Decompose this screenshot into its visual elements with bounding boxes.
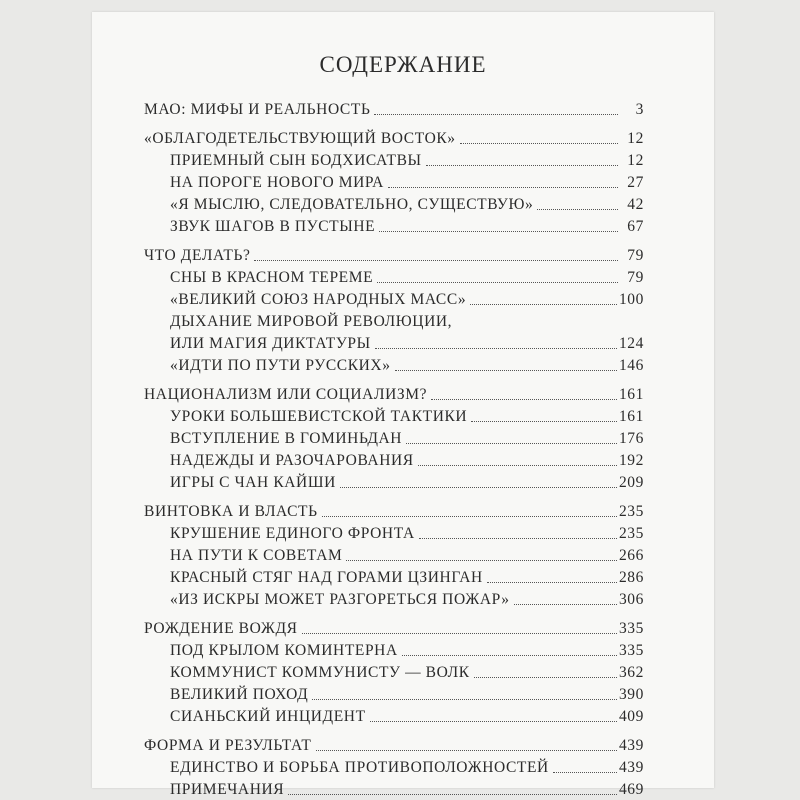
toc-entry-section	[144, 522, 644, 544]
toc-entry-section	[144, 405, 644, 427]
dot-leader	[470, 304, 617, 305]
toc-entry-page: 390	[618, 686, 644, 703]
toc-entry-label: УРОКИ БОЛЬШЕВИСТСКОЙ ТАКТИКИ	[170, 408, 468, 425]
toc-entry-section	[144, 354, 644, 376]
toc-entry-label: ВИНТОВКА И ВЛАСТЬ	[144, 503, 318, 520]
toc-entry-page: 27	[627, 174, 644, 191]
toc-entry-chapter	[144, 617, 644, 639]
toc-entry-label: МАО: МИФЫ И РЕАЛЬНОСТЬ	[144, 101, 371, 118]
toc-entry-label: ЗВУК ШАГОВ В ПУСТЫНЕ	[170, 218, 376, 235]
toc-entry-section	[144, 683, 644, 705]
toc-entry-chapter	[144, 127, 644, 149]
toc-entry-section	[144, 288, 644, 310]
toc-entry-label: ФОРМА И РЕЗУЛЬТАТ	[144, 737, 312, 754]
dot-leader	[487, 582, 617, 583]
toc-entry-chapter	[144, 98, 644, 120]
toc-entry-page: 161	[618, 386, 644, 403]
toc-entry-label: ИГРЫ С ЧАН КАЙШИ	[170, 474, 336, 491]
toc-entry-label: «ВЕЛИКИЙ СОЮЗ НАРОДНЫХ МАСС»	[170, 291, 467, 308]
toc-entry-page: 439	[618, 759, 644, 776]
toc-entry-label: «ИДТИ ПО ПУТИ РУССКИХ»	[170, 357, 391, 374]
toc-entry-page: 266	[618, 547, 644, 564]
toc-entry-page: 42	[627, 196, 644, 213]
toc-entry-page: 235	[618, 503, 644, 520]
toc-entry-section	[144, 332, 644, 354]
toc-entry-page: 362	[618, 664, 644, 681]
toc-entry-label: КОММУНИСТ КОММУНИСТУ — ВОЛК	[170, 664, 470, 681]
toc-entry-section	[144, 778, 644, 800]
toc-entry-chapter	[144, 734, 644, 756]
toc-entry-chapter	[144, 500, 644, 522]
toc-entry-page: 67	[627, 218, 644, 235]
dot-leader	[377, 282, 618, 283]
toc-entry-section	[144, 266, 644, 288]
toc-entry-label: НАДЕЖДЫ И РАЗОЧАРОВАНИЯ	[170, 452, 414, 469]
toc-entry-section	[144, 661, 644, 683]
dot-leader	[514, 604, 617, 605]
toc-entry-section	[144, 193, 644, 215]
toc-entry-label: ВСТУПЛЕНИЕ В ГОМИНЬДАН	[170, 430, 403, 447]
toc-entry-label: «ОБЛАГОДЕТЕЛЬСТВУЮЩИЙ ВОСТОК»	[144, 130, 456, 147]
toc-entry-page: 124	[618, 335, 644, 352]
toc-entry-page: 79	[627, 269, 644, 286]
toc-entry-label: ЧТО ДЕЛАТЬ?	[144, 247, 251, 264]
toc-entry-label: ИЛИ МАГИЯ ДИКТАТУРЫ	[170, 335, 371, 352]
dot-leader	[418, 465, 617, 466]
toc-entry-page: 176	[618, 430, 644, 447]
dot-leader	[312, 699, 617, 700]
table-of-contents	[144, 98, 644, 800]
toc-entry-label: ВЕЛИКИЙ ПОХОД	[170, 686, 309, 703]
toc-entry-page: 335	[618, 620, 644, 637]
toc-entry-label: НА ПУТИ К СОВЕТАМ	[170, 547, 343, 564]
dot-leader	[375, 348, 617, 349]
toc-entry-label: КРУШЕНИЕ ЕДИНОГО ФРОНТА	[170, 525, 415, 542]
dot-leader	[388, 187, 618, 188]
dot-leader	[254, 260, 618, 261]
dot-leader	[370, 721, 617, 722]
toc-entry-page: 79	[627, 247, 644, 264]
dot-leader	[431, 399, 617, 400]
dot-leader	[537, 209, 618, 210]
toc-entry-page: 306	[618, 591, 644, 608]
toc-entry-section	[144, 544, 644, 566]
dot-leader	[402, 655, 617, 656]
toc-entry-label: ПРИМЕЧАНИЯ	[170, 781, 285, 798]
dot-leader	[346, 560, 617, 561]
toc-entry-section	[144, 756, 644, 778]
toc-entry-section	[144, 471, 644, 493]
toc-entry-label: РОЖДЕНИЕ ВОЖДЯ	[144, 620, 298, 637]
dot-leader	[406, 443, 617, 444]
toc-entry-label: НА ПОРОГЕ НОВОГО МИРА	[170, 174, 384, 191]
dot-leader	[316, 750, 617, 751]
toc-entry-section	[144, 149, 644, 171]
toc-entry-page: 100	[618, 291, 644, 308]
dot-leader	[474, 677, 617, 678]
toc-entry-label: НАЦИОНАЛИЗМ ИЛИ СОЦИАЛИЗМ?	[144, 386, 428, 403]
dot-leader	[340, 487, 617, 488]
dot-leader	[374, 114, 618, 115]
toc-entry-page: 3	[635, 101, 644, 118]
dot-leader	[395, 370, 617, 371]
toc-entry-page: 409	[618, 708, 644, 725]
dot-leader	[288, 794, 617, 795]
dot-leader	[379, 231, 618, 232]
toc-entry-chapter	[144, 383, 644, 405]
toc-entry-section	[144, 215, 644, 237]
dot-leader	[322, 516, 617, 517]
toc-entry-page: 192	[618, 452, 644, 469]
toc-entry-label: ПРИЕМНЫЙ СЫН БОДХИСАТВЫ	[170, 152, 422, 169]
toc-entry-page: 335	[618, 642, 644, 659]
dot-leader	[302, 633, 617, 634]
toc-entry-section	[144, 427, 644, 449]
dot-leader	[471, 421, 617, 422]
toc-entry-page: 146	[618, 357, 644, 374]
dot-leader	[426, 165, 618, 166]
toc-entry-label: ДЫХАНИЕ МИРОВОЙ РЕВОЛЮЦИИ,	[170, 313, 453, 330]
toc-entry-page: 469	[618, 781, 644, 798]
book-page	[92, 12, 714, 798]
toc-entry-page: 286	[618, 569, 644, 586]
toc-entry-section	[144, 639, 644, 661]
toc-entry-section	[144, 588, 644, 610]
toc-entry-section	[144, 705, 644, 727]
toc-entry-page: 235	[618, 525, 644, 542]
page-title: СОДЕРЖАНИЕ	[319, 52, 487, 77]
toc-entry-section	[144, 566, 644, 588]
toc-entry-label: «ИЗ ИСКРЫ МОЖЕТ РАЗГОРЕТЬСЯ ПОЖАР»	[170, 591, 510, 608]
dot-leader	[419, 538, 617, 539]
toc-entry-section	[144, 449, 644, 471]
toc-entry-label: КРАСНЫЙ СТЯГ НАД ГОРАМИ ЦЗИНГАН	[170, 569, 483, 586]
toc-entry-label: ЕДИНСТВО И БОРЬБА ПРОТИВОПОЛОЖНОСТЕЙ	[170, 759, 549, 776]
toc-entry-section	[144, 171, 644, 193]
toc-entry-page: 439	[618, 737, 644, 754]
dot-leader	[460, 143, 618, 144]
toc-entry-page: 161	[618, 408, 644, 425]
toc-entry-label: «Я МЫСЛЮ, СЛЕДОВАТЕЛЬНО, СУЩЕСТВУЮ»	[170, 196, 534, 213]
toc-entry-page: 209	[618, 474, 644, 491]
toc-entry-page: 12	[627, 130, 644, 147]
dot-leader	[553, 772, 617, 773]
toc-entry-label: СНЫ В КРАСНОМ ТЕРЕМЕ	[170, 269, 374, 286]
toc-entry-label: ПОД КРЫЛОМ КОМИНТЕРНА	[170, 642, 398, 659]
toc-entry-page: 12	[627, 152, 644, 169]
toc-entry-label: СИАНЬСКИЙ ИНЦИДЕНТ	[170, 708, 366, 725]
toc-entry-section-line1	[144, 310, 644, 332]
toc-entry-chapter	[144, 244, 644, 266]
